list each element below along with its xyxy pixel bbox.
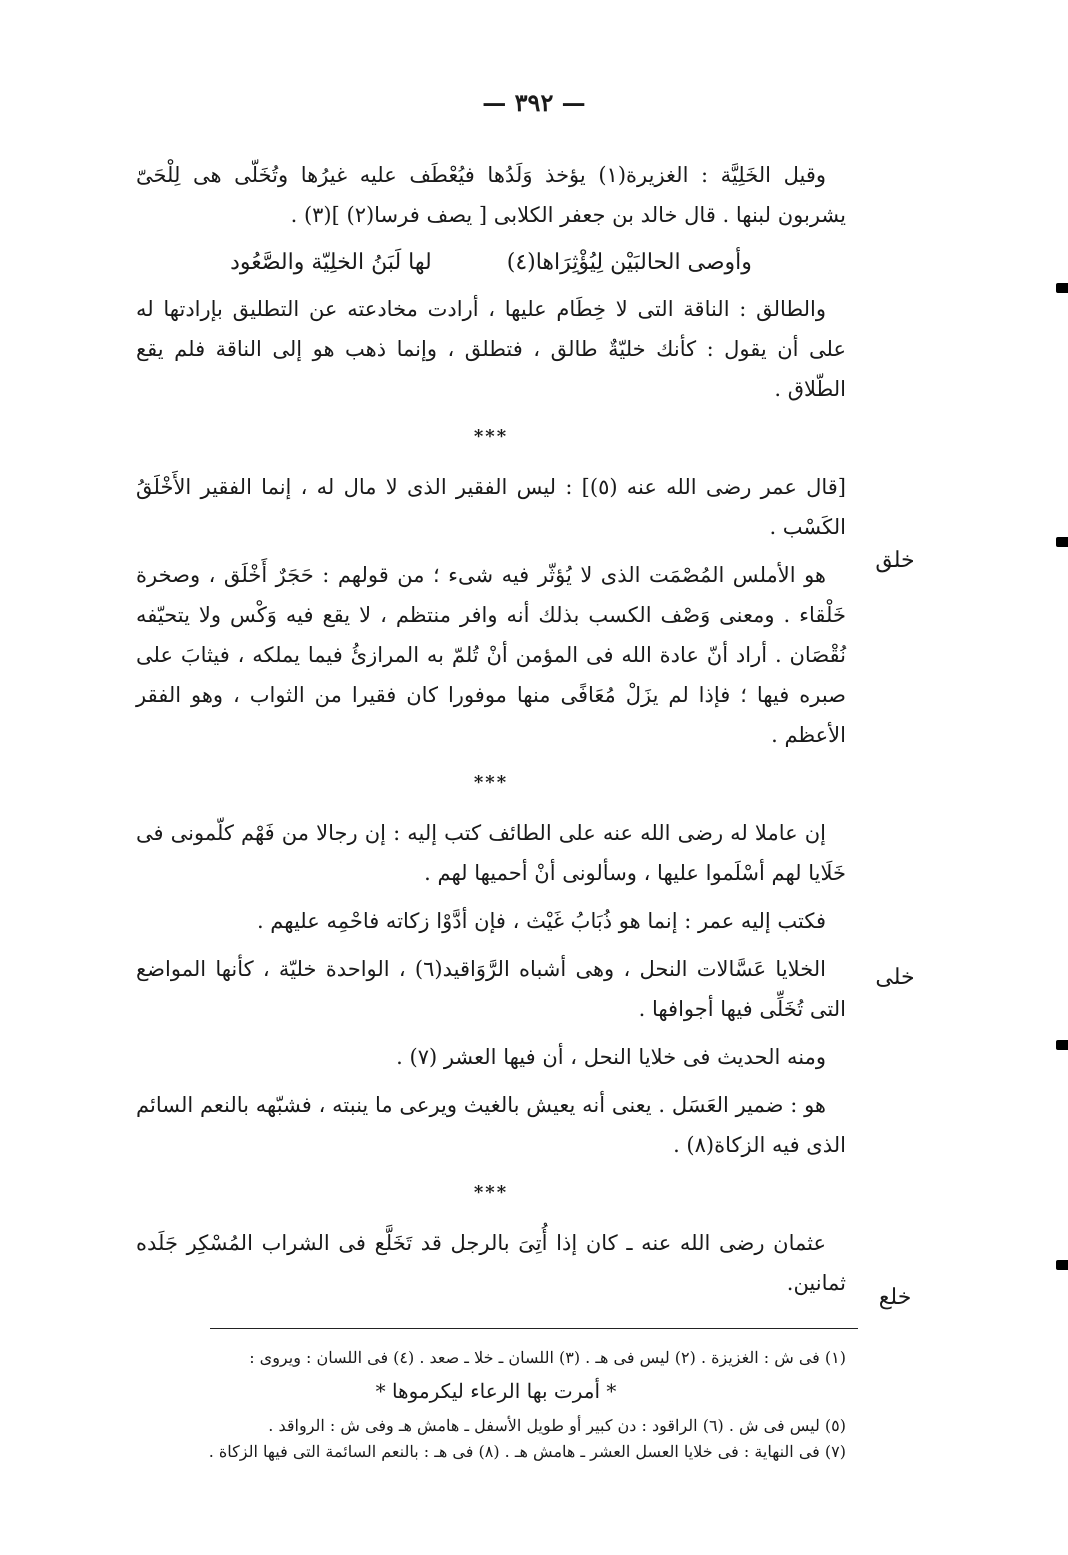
margin-keyword: خلى	[875, 965, 915, 990]
scan-edge-mark	[1056, 1040, 1068, 1050]
margin-keyword: خلق	[875, 548, 915, 573]
section-separator: ***	[473, 426, 509, 447]
scan-edge-mark	[1056, 537, 1068, 547]
main-text	[136, 155, 846, 1311]
paragraph: هو الأملس المُصْمَت الذى لا يُؤثّر فيه شىء ؛ من قولهم : حَجَرٌ أَخْلَق ، وصخرة خَلْقاء . ومعنى وَصْف الكسب بذلك أنه وافر منتظم ، لا يقع فيه وَكْس ولا يتحيّفه نُقْصَان . أراد أنّ عادة الله فى المؤمن أنْ تُلمّ به المرازئُ فيما يملكه ، فيثابَ على صبره فيها ؛ فإذا لم يزَلْ مُعَافًى منها موفورا كان فقيرا من الثواب ، وهو الفقر الأعظم .	[136, 563, 846, 747]
footnote-line: (٥) ليس فى ش . (٦) الراقود : دن كبير أو طويل الأسفل ـ هامش هـ وفى ش : الرواقد .	[268, 1416, 846, 1435]
paragraph: والطالق : الناقة التى لا خِطَام عليها ، أرادت مخادعته عن التطليق بإرادتها له على أن يقول : كأنك خليّةٌ طالق ، فتطلق ، وإنما ذهب هو إلى الناقة فلم يقع الطّلاق .	[136, 297, 846, 401]
section-separator: ***	[473, 1182, 509, 1203]
scan-edge-mark	[1056, 1260, 1068, 1270]
paragraph: عثمان رضى الله عنه ـ كان إذا أُتِىَ بالرجل قد تَخَلَّع فى الشراب المُسْكِر جَلَده ثمانين.	[136, 1231, 846, 1295]
footnote-verse: * أمرت بها الرعاء ليكرموها *	[375, 1379, 617, 1403]
footnote-line: (٧) فى النهاية : فى خلايا العسل العشر ـ هامش هـ . (٨) فى هـ : بالنعم السائمة التى فيها الزكاة .	[208, 1442, 846, 1461]
footnotes	[146, 1345, 846, 1465]
footnote-divider	[210, 1328, 858, 1329]
footnote-line: (١) فى ش : الغزيزة . (٢) ليس فى هـ . (٣) اللسان ـ خلا ـ صعد . (٤) فى اللسان : ويروى :	[249, 1348, 846, 1367]
scan-edge-mark	[1056, 283, 1068, 293]
paragraph: إن عاملا له رضى الله عنه على الطائف كتب إليه : إن رجالا من فَهْم كلّمونى فى خَلَايا لهم أسْلَموا عليها ، وسألونى أنْ أحميها لهم .	[136, 821, 846, 885]
margin-keyword: خلع	[878, 1285, 912, 1310]
verse-hemistich-right: وأوصى الحالبَيْن لِيُؤْثِرَاها(٤)	[506, 250, 752, 275]
paragraph: وقيل الخَلِيَّة : الغزيرة(١) يؤخذ وَلَدُها فيُعْطَف عليه غيرُها وتُخَلّى هى لِلْحَىّ يشربون لبنها . قال خالد بن جعفر الكلابى [ يصف فرسا(٢) ](٣) .	[136, 163, 846, 227]
paragraph: ومنه الحديث فى خلايا النحل ، أن فيها العشر (٧) .	[396, 1045, 826, 1069]
paragraph: [قال عمر رضى الله عنه (٥)] : ليس الفقير الذى لا مال له ، إنما الفقير الأَخْلَقُ الكَسْب .	[136, 475, 846, 539]
poetry-verse	[136, 243, 846, 283]
paragraph: فكتب إليه عمر : إنما هو ذُبَابُ غَيْث ، فإن أدَّوْا زكاته فاحْمِه عليهم .	[256, 909, 826, 933]
paragraph: هو : ضمير العَسَل . يعنى أنه يعيش بالغيث ويرعى ما ينبته ، فشبّهه بالنعم السائم الذى فيه الزكاة(٨) .	[136, 1093, 846, 1157]
verse-hemistich-left: لها لَبَنُ الخلِيّة والصَّعُود	[230, 250, 432, 275]
section-separator: ***	[473, 772, 509, 793]
paragraph: الخلايا عَسَّالات النحل ، وهى أشباه الرَّوَاقيد(٦) ، الواحدة خليّة ، كأنها المواضع التى تُخَلِّى فيها أجوافها .	[136, 957, 846, 1021]
page-number: — ٣٩٢ —	[482, 88, 586, 117]
